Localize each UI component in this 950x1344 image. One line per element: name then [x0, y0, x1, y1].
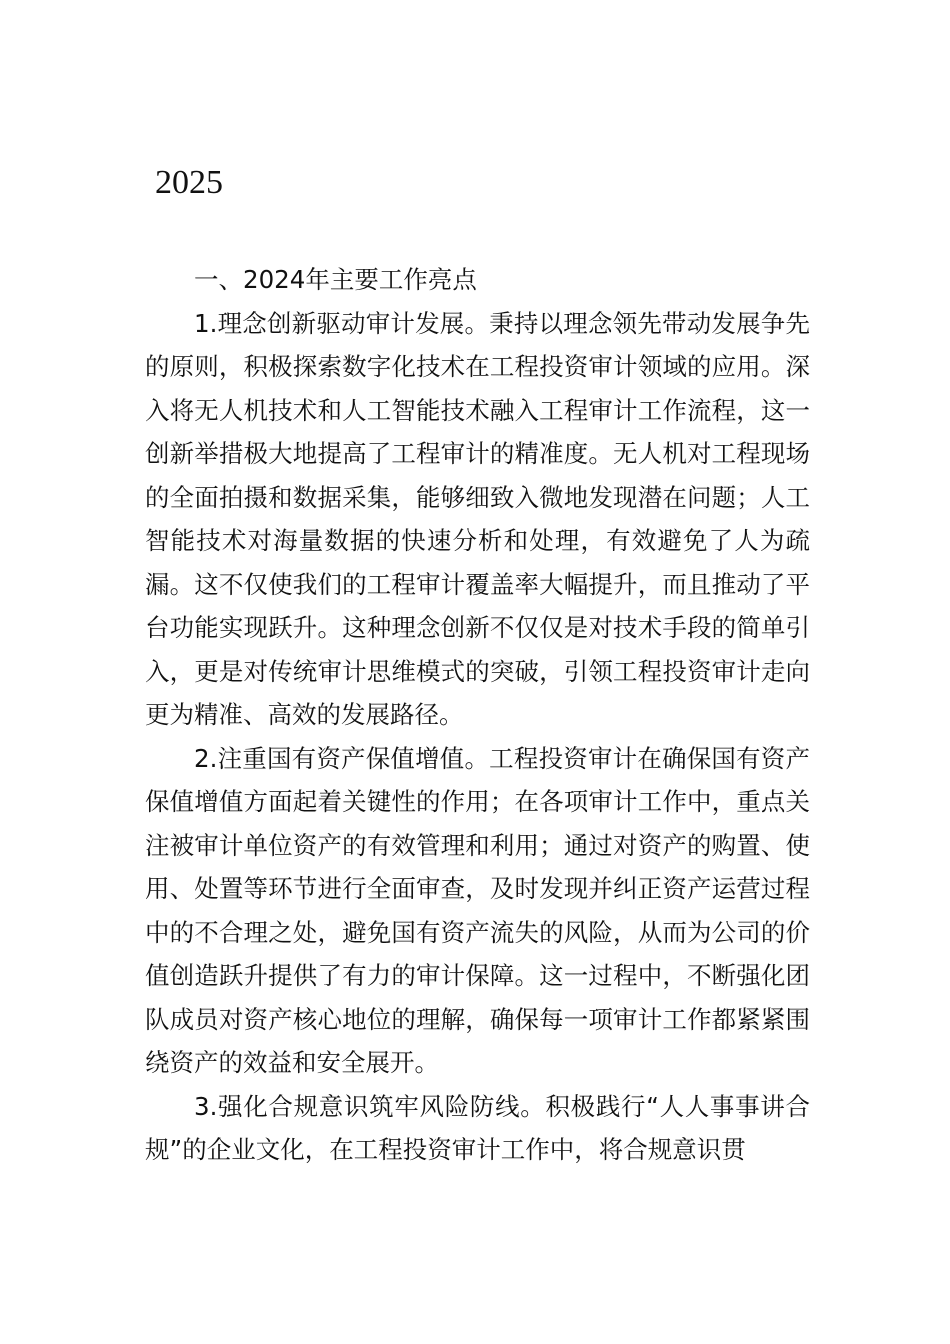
- section-heading: 一、2024年主要工作亮点: [194, 265, 477, 294]
- document-body: [145, 258, 810, 1172]
- year-title: 2025: [155, 164, 223, 201]
- paragraph-1: 1.理念创新驱动审计发展。秉持以理念领先带动发展争先的原则，积极探索数字化技术在工程投资审计领域的应用。深入将无人机技术和人工智能技术融入工程审计工作流程，这一创新举措极大地提高了工程审计的精准度。无人机对工程现场的全面拍摄和数据采集，能够细致入微地发现潜在问题；人工智能技术对海量数据的快速分析和处理，有效避免了人为疏漏。这不仅使我们的工程审计覆盖率大幅提升，而且推动了平台功能实现跃升。这种理念创新不仅仅是对技术手段的简单引入，更是对传统审计思维模式的突破，引领工程投资审计走向更为精准、高效的发展路径。: [145, 308, 810, 729]
- paragraph-2: 2.注重国有资产保值增值。工程投资审计在确保国有资产保值增值方面起着关键性的作用；在各项审计工作中，重点关注被审计单位资产的有效管理和利用；通过对资产的购置、使用、处置等环节进行全面审查，及时发现并纠正资产运营过程中的不合理之处，避免国有资产流失的风险，从而为公司的价值创造跃升提供了有力的审计保障。这一过程中，不断强化团队成员对资产核心地位的理解，确保每一项审计工作都紧紧围绕资产的效益和安全展开。: [145, 743, 810, 1077]
- paragraph-3: 3.强化合规意识筑牢风险防线。积极践行“人人事事讲合规”的企业文化，在工程投资审计工作中，将合规意识贯: [145, 1091, 810, 1164]
